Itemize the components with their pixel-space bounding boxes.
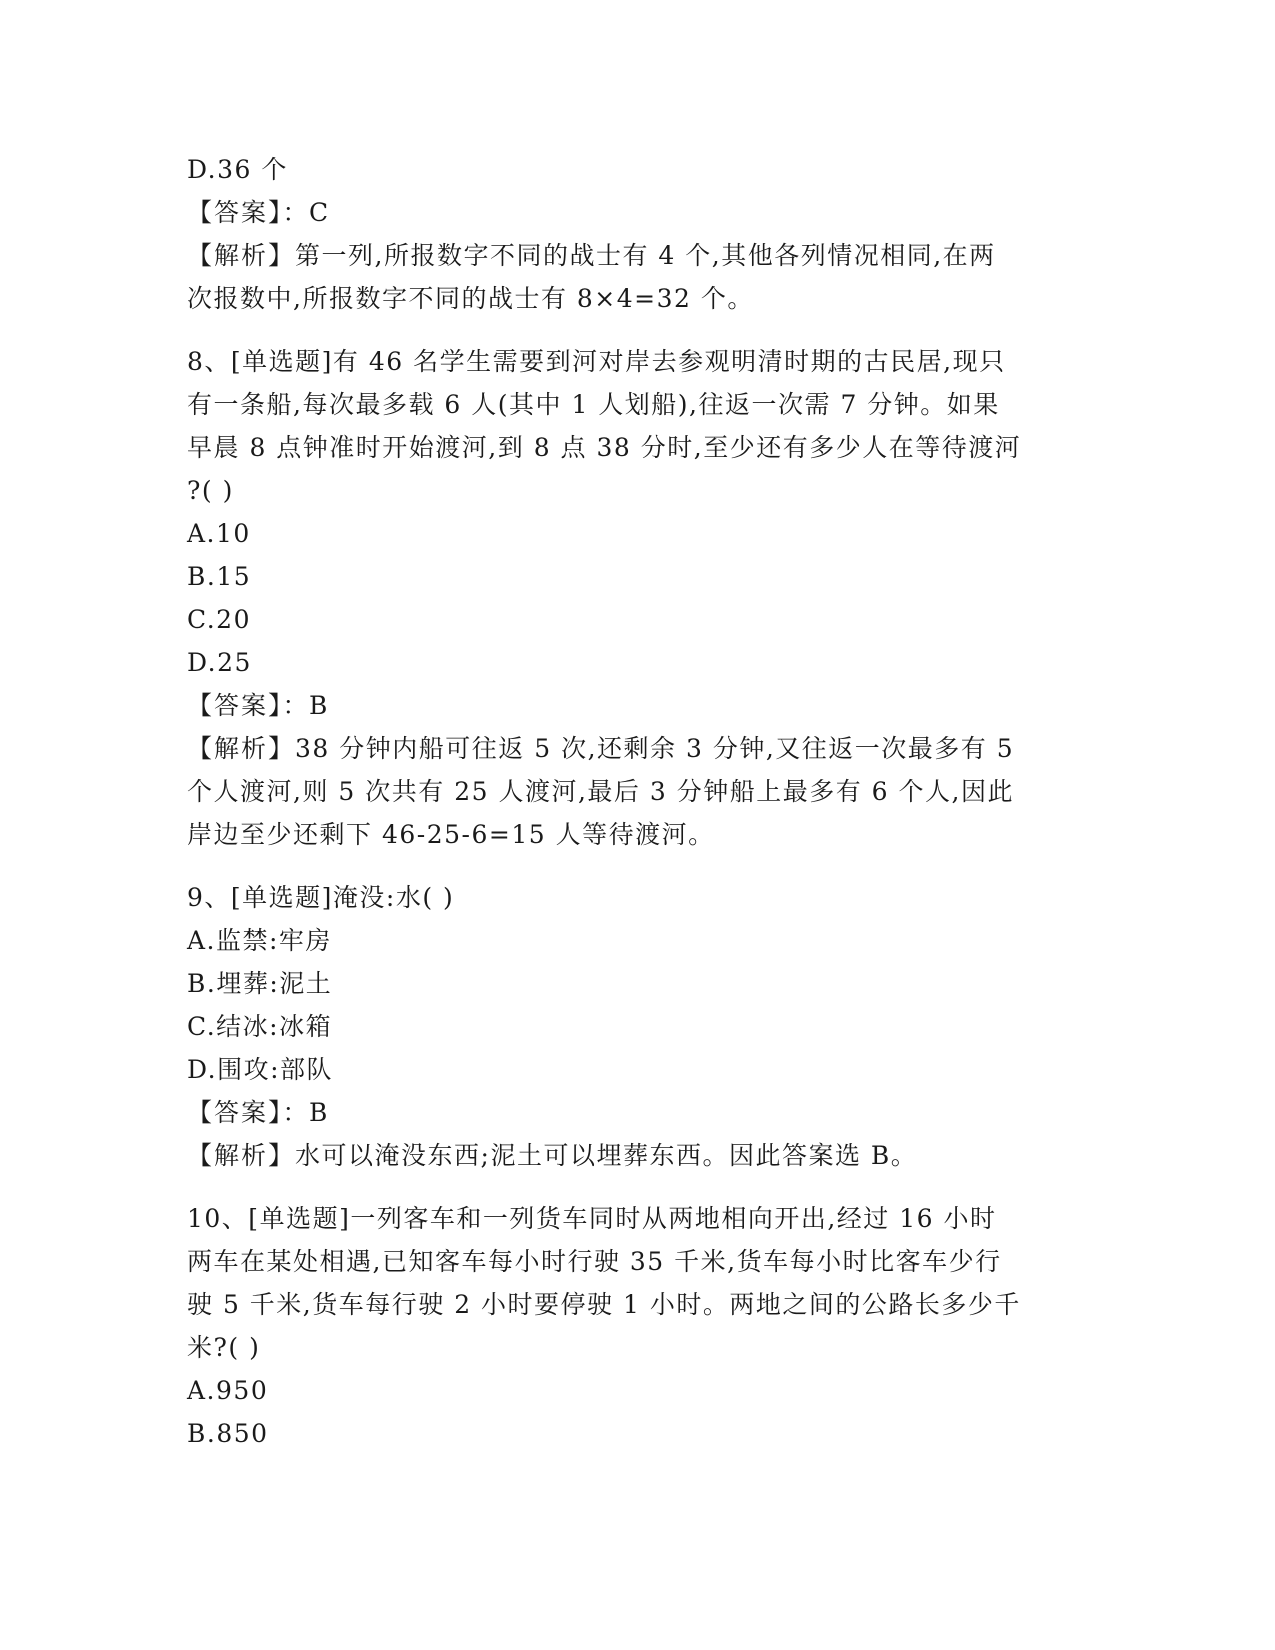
question-text: 两车在某处相遇,已知客车每小时行驶 35 千米,货车每小时比客车少行 [187,1247,1002,1276]
option-d: D.25 [187,648,252,677]
answer-tag: 【答案】 [187,691,283,720]
answer-value: ：B [282,691,329,720]
option-c: C.20 [187,605,251,634]
question-text: 驶 5 千米,货车每行驶 2 小时要停驶 1 小时。两地之间的公路长多少千 [187,1290,1021,1319]
analysis-text: 水可以淹没东西;泥土可以埋葬东西。因此答案选 B。 [295,1141,918,1170]
option-c: C.结冰:冰箱 [187,1012,333,1041]
option-b: B.850 [187,1419,269,1448]
question-text: ?( ) [187,476,234,505]
answer-value: ：B [282,1098,329,1127]
document-page [187,148,1087,1455]
answer-line [187,1091,1087,1134]
analysis-text: 38 分钟内船可往返 5 次,还剩余 3 分钟,又往返一次最多有 5 [295,734,1015,763]
analysis-line [187,1134,1087,1177]
option-b: B.15 [187,562,252,591]
question-text: 米?( ) [187,1333,261,1362]
analysis-text: 次报数中,所报数字不同的战士有 8×4=32 个。 [187,284,754,313]
answer-tag: 【答案】 [187,1098,283,1127]
question-text: 8、[单选题]有 46 名学生需要到河对岸去参观明清时期的古民居,现只 [187,347,1006,376]
analysis-tag: 【解析】 [187,1141,296,1170]
question-text: 有一条船,每次最多载 6 人(其中 1 人划船),往返一次需 7 分钟。如果 [187,390,1000,419]
option-a: A.监禁:牢房 [187,926,332,955]
analysis-line [187,727,1087,770]
analysis-line [187,234,1087,277]
option-d: D.围攻:部队 [187,1055,334,1084]
option-b: B.埋葬:泥土 [187,969,333,998]
answer-line [187,684,1087,727]
analysis-tag: 【解析】 [187,241,296,270]
answer-tag: 【答案】 [187,198,283,227]
analysis-text: 岸边至少还剩下 46-25-6=15 人等待渡河。 [187,820,715,849]
analysis-tag: 【解析】 [187,734,296,763]
answer-value: ：C [282,198,330,227]
option-a: A.950 [187,1376,269,1405]
question-text: 9、[单选题]淹没:水( ) [187,883,455,912]
analysis-text: 第一列,所报数字不同的战士有 4 个,其他各列情况相同,在两 [295,241,996,270]
option-d: D.36 个 [187,155,288,184]
analysis-text: 个人渡河,则 5 次共有 25 人渡河,最后 3 分钟船上最多有 6 个人,因此 [187,777,1014,806]
option-a: A.10 [187,519,251,548]
answer-line [187,191,1087,234]
question-text: 早晨 8 点钟准时开始渡河,到 8 点 38 分时,至少还有多少人在等待渡河 [187,433,1022,462]
question-text: 10、[单选题]一列客车和一列货车同时从两地相向开出,经过 16 小时 [187,1204,997,1233]
